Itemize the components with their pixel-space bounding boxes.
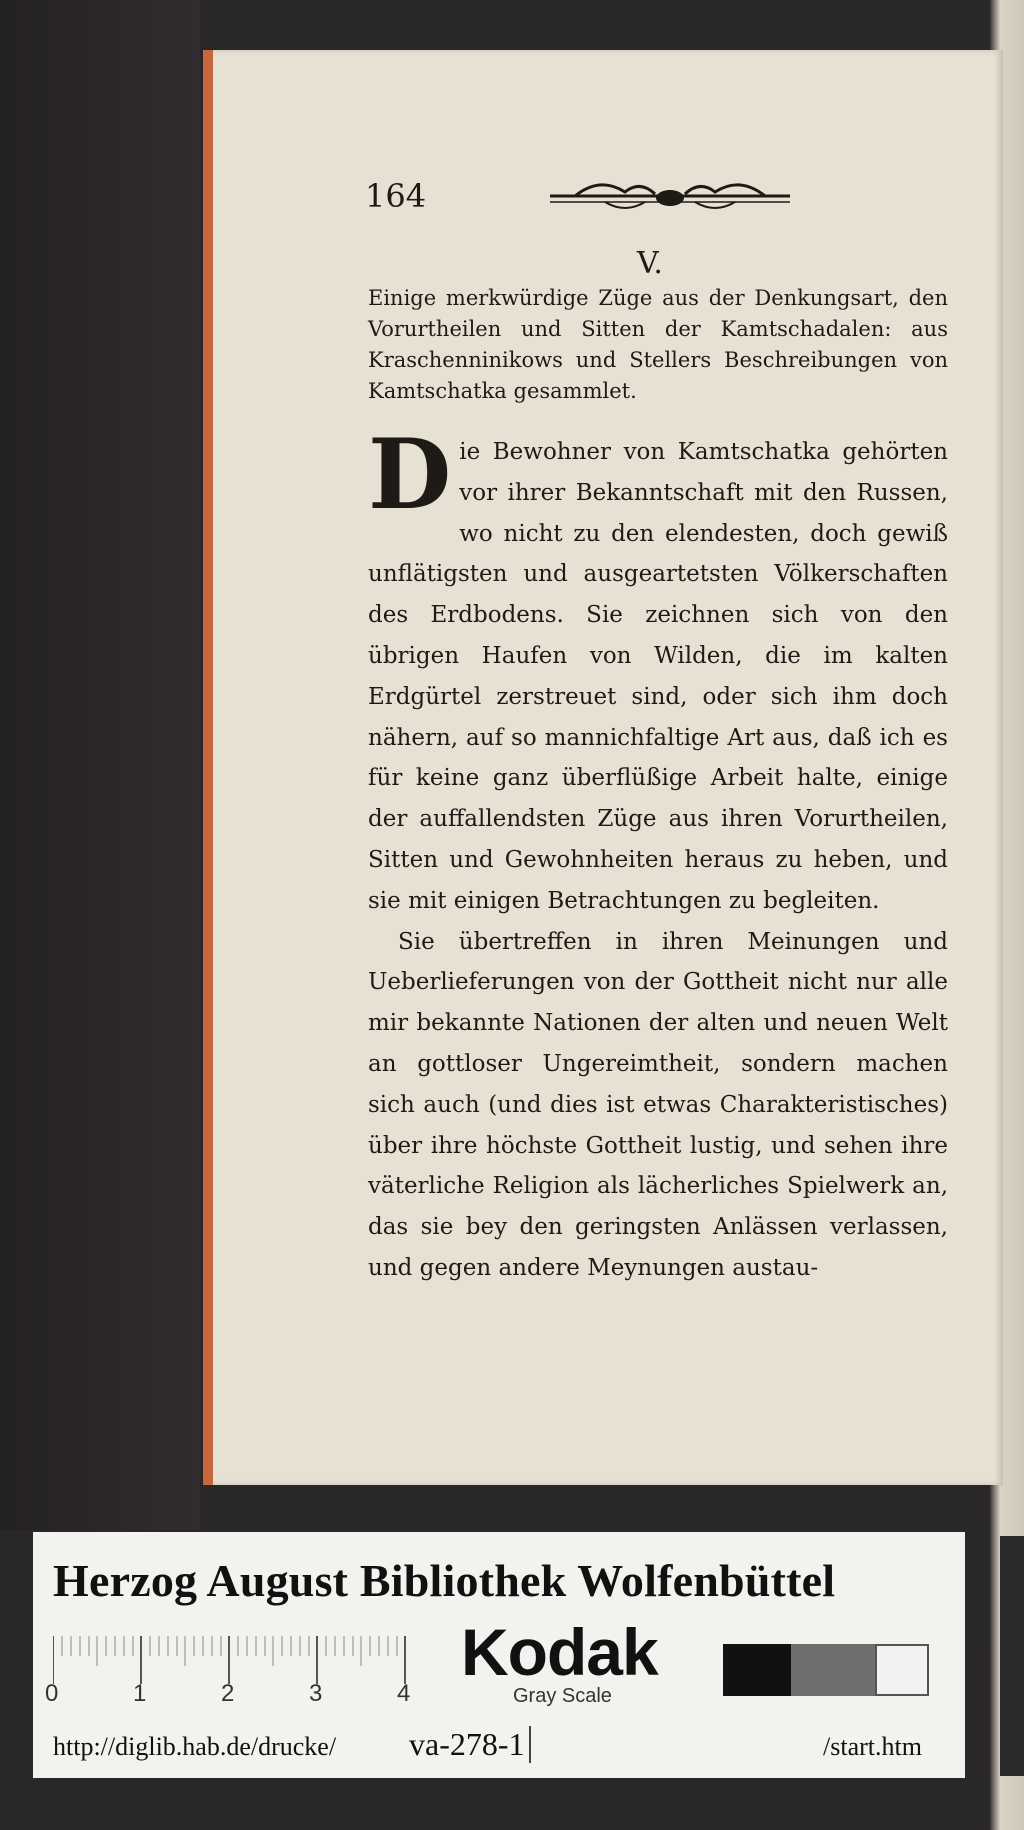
color-target-card [33,1532,965,1778]
gray-patch-black [723,1644,791,1696]
gray-patch-white [875,1644,929,1696]
scale-number-1: 1 [133,1680,147,1707]
paragraph-1-text: ie Bewohner von Kamtschatka gehörten vor ihrer Bekanntschaft mit den Russen, wo nicht zu den elendesten, doch gewiß unflätigsten und ausgeartetsten Völkerschaften des Erdbodens. Sie zeichnen sich von den übrigen Haufen von Wilden, die im kalten Erdgürtel zerstreuet sind, oder sich ihm doch nähern, auf so mannichfaltige Art aus, daß ich es für keine ganz überflüßige Arbeit halte, einige der auffallendsten Züge aus ihren Vorurtheilen, Sitten und Gewohnheiten heraus zu heben, und sie mit einigen Betrachtungen zu begleiten. [368,439,948,914]
paragraph-2: Sie übertreffen in ihren Meinungen und Ueberlieferungen von der Gottheit nicht nur alle mir bekannte Nationen der alten und neuen Welt an gottloser Ungereimtheit, sondern machen sich auch (und dies ist etwas Charakteristisches) über ihre höchste Gottheit lustig, und sehen ihre väterliche Religion als lächerliches Spielwerk an, das sie bey den geringsten Anlässen verlassen, und gegen andere Meynungen austau- [368,928,948,1281]
scale-number-2: 2 [221,1680,235,1707]
chapter-heading: Einige merkwürdige Züge aus der Denkungsart, den Vorurtheilen und Sitten der Kamtschadalen: aus Kraschenninikows und Stellers Beschreibungen von Kamtschatka gesammlet. [368,286,948,403]
body-text [368,418,948,1289]
scale-number-0: 0 [45,1680,59,1707]
library-name: Herzog August Bibliothek Wolfenbüttel [53,1555,836,1606]
gray-scale-label: Gray Scale [513,1685,612,1707]
section-number: V. [637,246,663,281]
shelfmark: va-278-1 [409,1726,531,1763]
kodak-logo: Kodak [461,1615,658,1689]
scanner-background-left [0,0,200,1530]
page-number: 164 [365,177,427,215]
paragraph-1 [368,418,948,922]
url-suffix: /start.htm [823,1732,922,1761]
drop-cap: D [368,418,452,531]
measurement-ruler [53,1626,443,1706]
scale-number-4: 4 [397,1680,411,1707]
scale-number-3: 3 [309,1680,323,1707]
url-prefix: http://diglib.hab.de/drucke/ [53,1732,337,1761]
second-target-edge [1000,1536,1024,1776]
ornament-divider [545,172,795,218]
gray-patch-mid [791,1644,875,1696]
